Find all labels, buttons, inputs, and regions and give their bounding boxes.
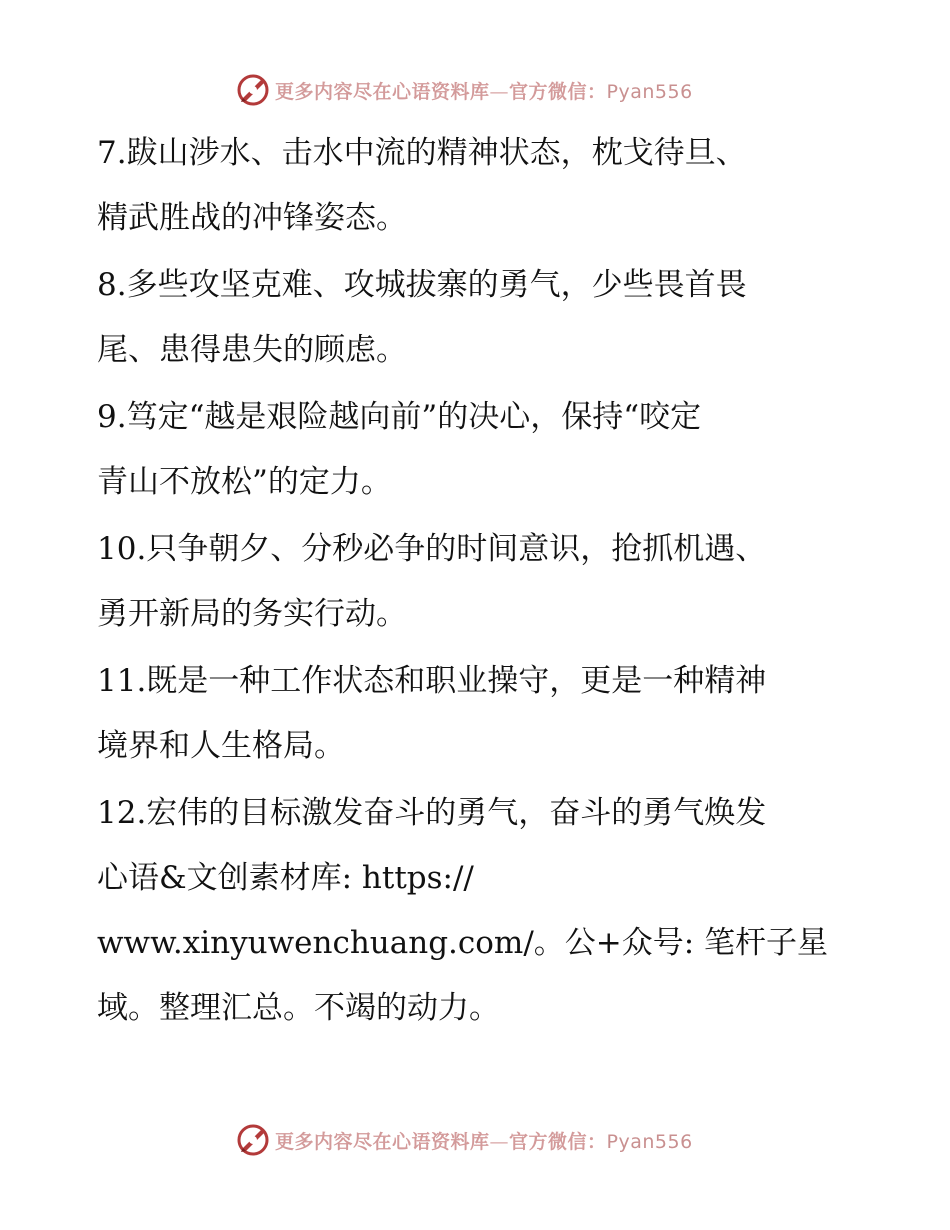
footer-wechat-label: 官方微信： [509,1130,607,1153]
header-text [275,77,693,104]
item-10-line-1: 10.只争朝夕、分秒必争的时间意识，抢抓机遇、 [97,531,767,567]
item-10-line-2: 勇开新局的务实行动。 [97,596,407,632]
pen-circle-icon [235,72,271,108]
item-8-line-1: 8.多些攻坚克难、攻城拔寨的勇气，少些畏首畏 [97,267,747,303]
footer-dash: — [489,1130,510,1153]
item-12-line-4: 域。整理汇总。不竭的动力。 [97,990,500,1026]
header-wechat-label: 官方微信： [509,80,607,103]
header-site-text: 更多内容尽在心语资料库 [275,80,490,103]
item-12-line-3: www.xinyuwenchuang.com/。公+众号: 笔杆子星 [97,925,829,961]
pen-circle-icon [235,1122,271,1158]
list-item-9 [97,385,701,515]
list-item-11 [97,649,766,779]
item-12-line-1: 12.宏伟的目标激发奋斗的勇气，奋斗的勇气焕发 [97,795,767,831]
item-9-line-1: 9.笃定“越是艰险越向前”的决心，保持“咬定 [97,399,702,435]
item-12-line-2: 心语&文创素材库: https:// [97,860,474,896]
item-7-line-1: 7.跋山涉水、击水中流的精神状态，枕戈待旦、 [97,135,747,171]
list-item-7 [97,121,747,251]
footer-watermark [235,1120,755,1160]
item-11-line-2: 境界和人生格局。 [97,728,345,764]
list-item-12 [97,781,828,1041]
item-9-line-2: 青山不放松”的定力。 [97,464,392,500]
item-11-line-1: 11.既是一种工作状态和职业操守，更是一种精神 [97,663,767,699]
header-wechat-id: Pyan556 [606,80,693,103]
item-7-line-2: 精武胜战的冲锋姿态。 [97,200,407,236]
header-watermark [235,70,755,110]
list-item-10 [97,517,766,647]
item-8-line-2: 尾、患得患失的顾虑。 [97,332,407,368]
footer-text [275,1127,693,1154]
list-item-8 [97,253,747,383]
footer-site-text: 更多内容尽在心语资料库 [275,1130,490,1153]
footer-wechat-id: Pyan556 [606,1130,693,1153]
header-dash: — [489,80,510,103]
